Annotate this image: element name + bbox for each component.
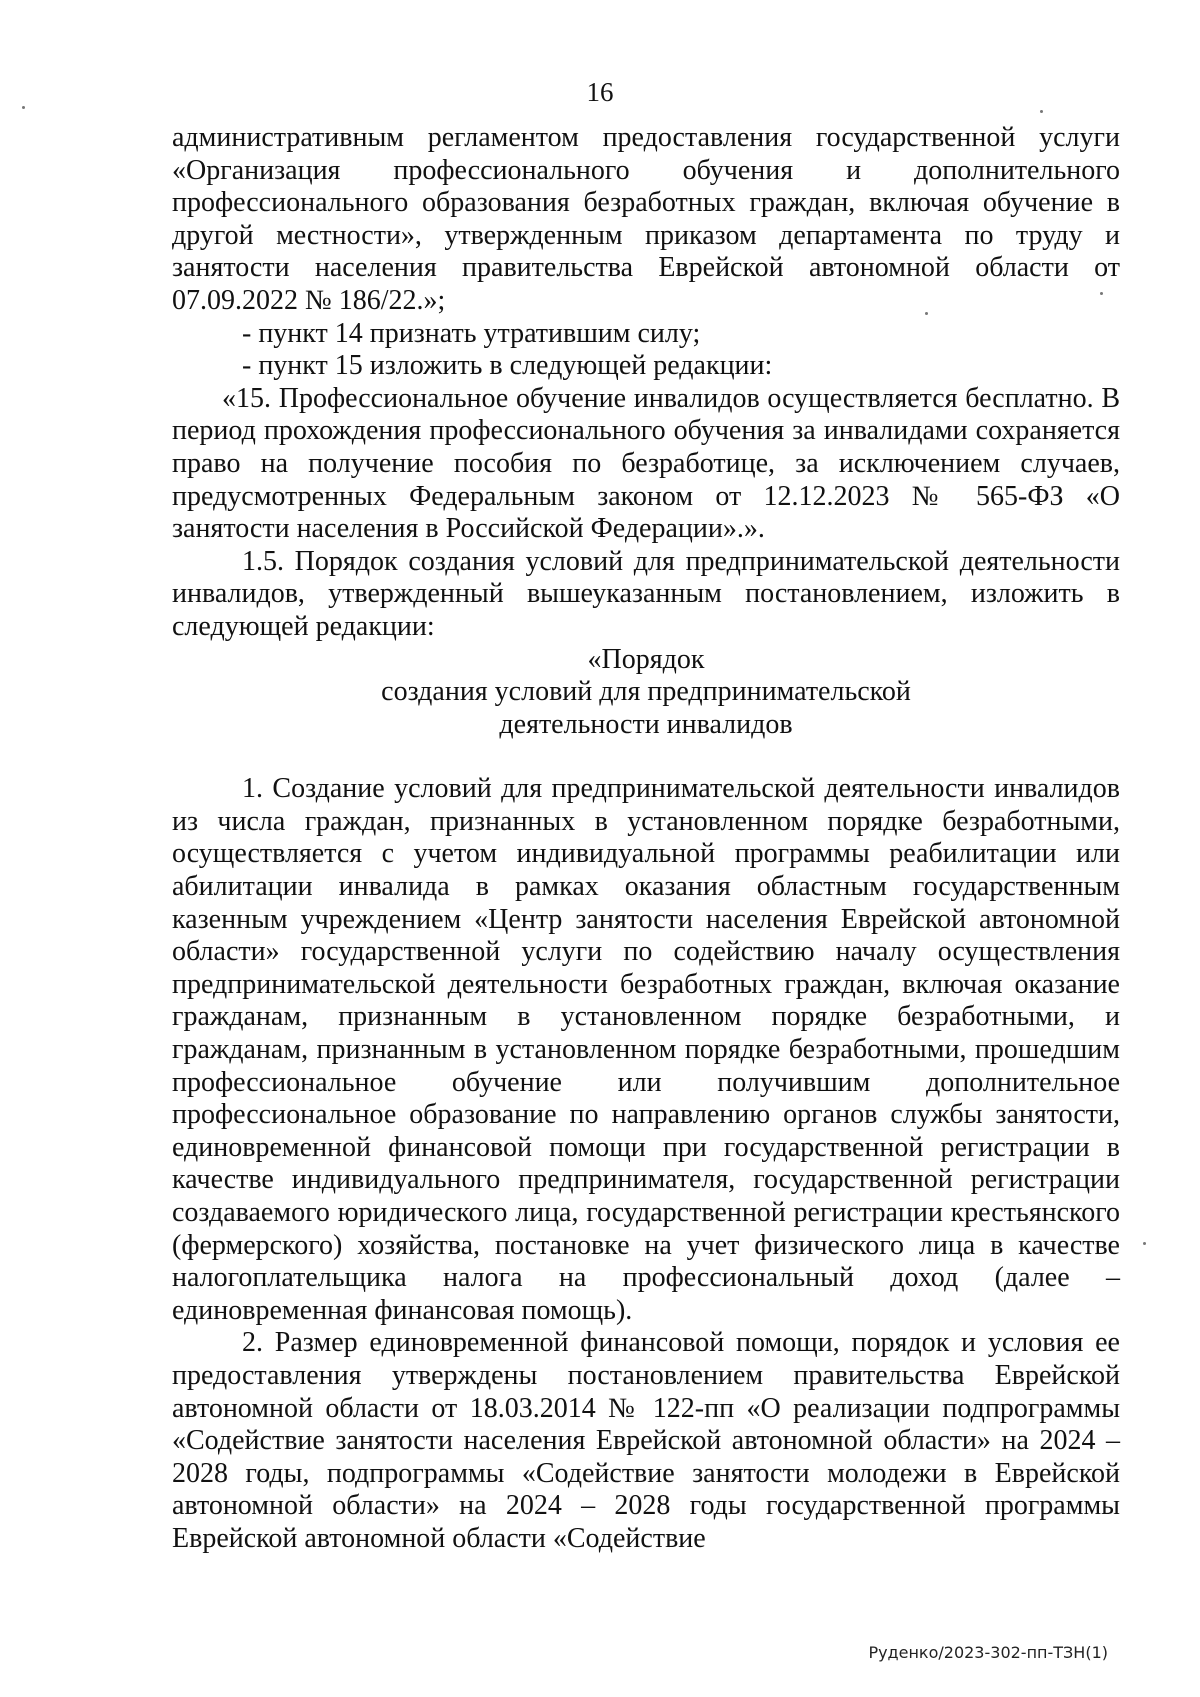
procedure-title-line-2: создания условий для предпринимательской [381, 676, 911, 708]
paragraph-regulation-reference: административным регламентом предоставления государственной услуги «Организация профессионального обучения и дополнительного профессионального образования безработных граждан, включая обучение в другой местности», утвержденным приказом департамента по труду и занятости населения правительства Еврейской автономной области от 07.09.2022 № 186/22.»; [172, 122, 1120, 316]
scan-speck [925, 312, 928, 315]
document-footer-code: Руденко/2023-302-пп-ТЗН(1) [868, 1643, 1108, 1662]
blank-line [172, 741, 1120, 773]
page-number: 16 [586, 77, 614, 107]
scan-speck [22, 106, 25, 109]
paragraph-item-14: - пункт 14 признать утратившим силу; [242, 317, 701, 349]
scan-speck [1100, 292, 1103, 295]
procedure-title [172, 644, 1120, 742]
paragraph-clause-1: 1. Создание условий для предпринимательской деятельности инвалидов из числа граждан, признанных в установленном порядке безработными, осуществляется с учетом индивидуальной программы реабилитации или абилитации инвалида в рамках оказания областным государственным казенным учреждением «Центр занятости населения Еврейской автономной области» государственной услуги по содействию началу осуществления предпринимательской деятельности безработных граждан, включая оказание гражданам, признанным в установленном порядке безработными, и гражданам, признанным в установленном порядке безработными, прошедшим профессиональное обучение или получившим дополнительное профессиональное образование по направлению органов службы занятости, единовременной финансовой помощи при государственной регистрации в качестве индивидуального предпринимателя, государственной регистрации создаваемого юридического лица, государственной регистрации крестьянского (фермерского) хозяйства, постановке на учет физического лица в качестве налогоплательщика налога на профессиональный доход (далее – единовременная финансовая помощь). [172, 773, 1120, 1326]
scan-speck [1143, 1242, 1146, 1245]
paragraph-clause-2: 2. Размер единовременной финансовой помощи, порядок и условия ее предоставления утверждены постановлением правительства Еврейской автономной области от 18.03.2014 № 122-пп «О реализации подпрограммы «Содействие занятости населения Еврейской автономной области» на 2024 – 2028 годы, подпрограммы «Содействие занятости молодежи в Еврейской автономной области» на 2024 – 2028 годы государственной программы Еврейской автономной области «Содействие [172, 1327, 1120, 1554]
procedure-title-line-3: деятельности инвалидов [499, 708, 793, 740]
paragraph-item-15-text: «15. Профессиональное обучение инвалидов осуществляется бесплатно. В период прохождения профессионального обучения за инвалидами сохраняется право на получение пособия по безработице, за исключением случаев, предусмотренных Федеральным законом от 12.12.2023 № 565-ФЗ «О занятости населения в Российской Федерации».». [172, 382, 1120, 545]
document-body [172, 122, 1120, 1556]
paragraph-section-1-5: 1.5. Порядок создания условий для предпринимательской деятельности инвалидов, утвержденный вышеуказанным постановлением, изложить в следующей редакции: [172, 545, 1120, 642]
scan-speck [1040, 110, 1043, 113]
procedure-title-line-1: «Порядок [587, 643, 705, 675]
paragraph-item-15-intro: - пункт 15 изложить в следующей редакции: [242, 350, 773, 382]
